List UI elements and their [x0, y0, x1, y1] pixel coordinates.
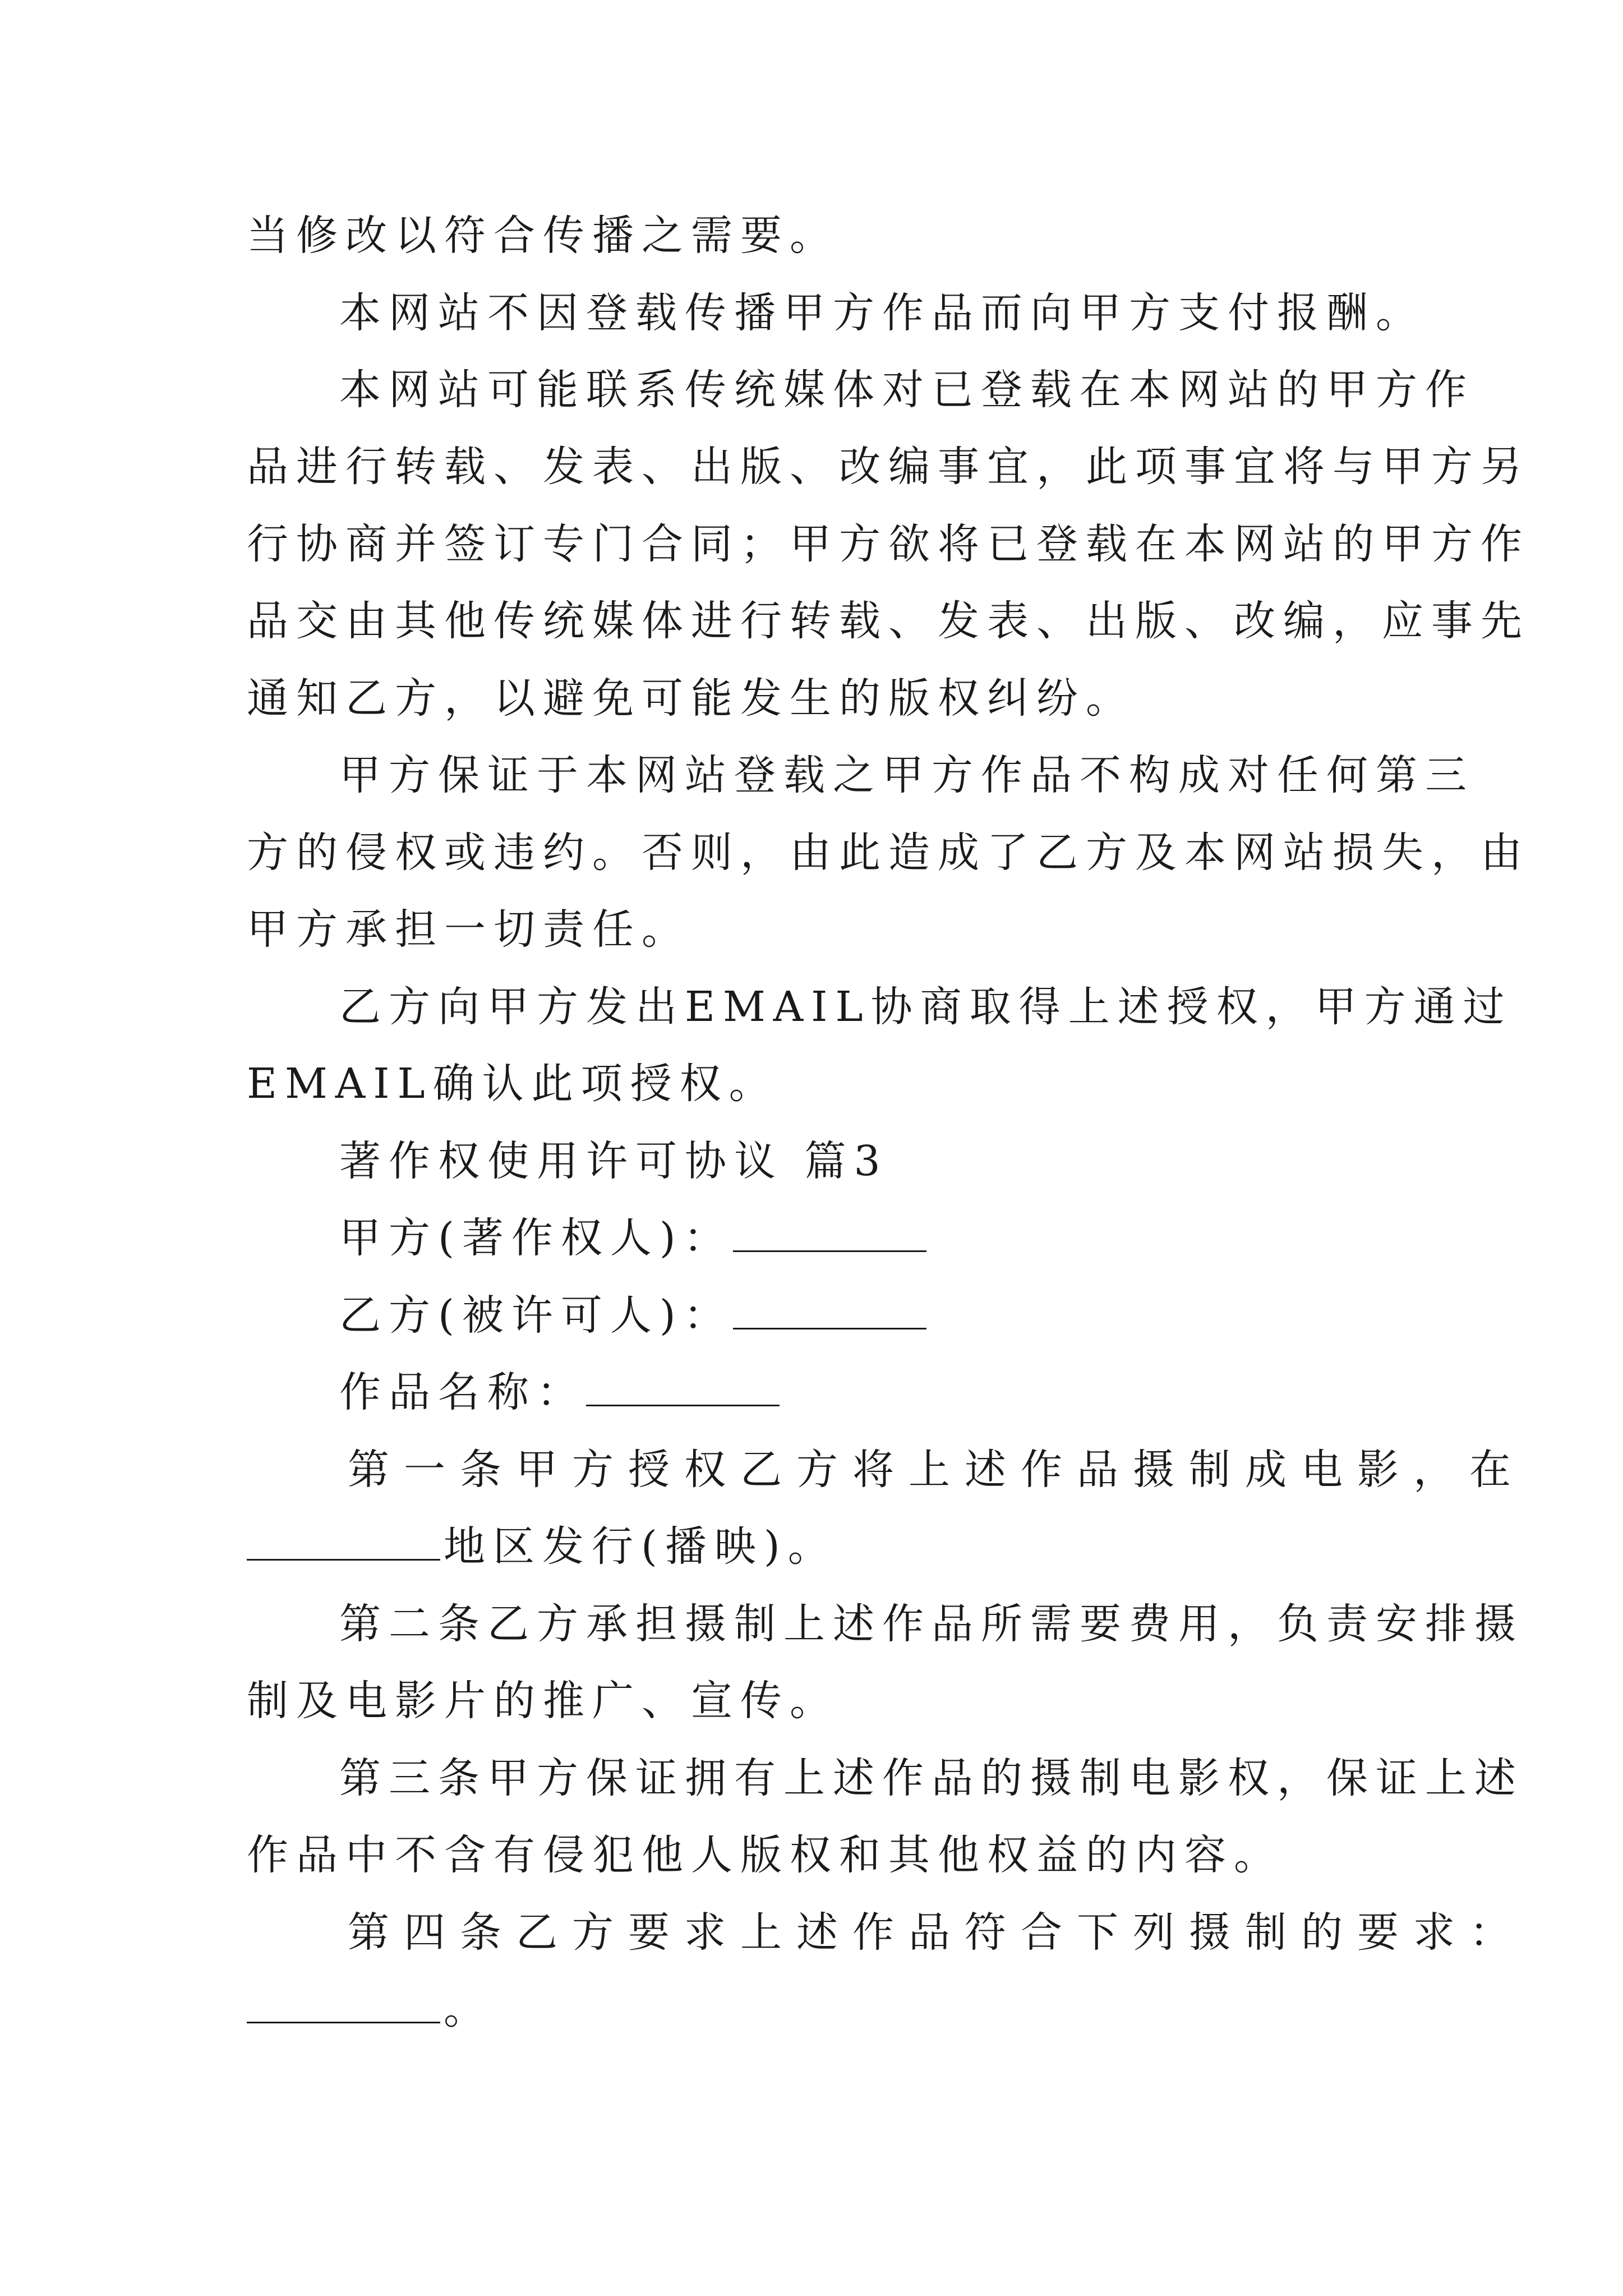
requirements-blank [247, 1987, 440, 2023]
work-title-line [339, 1364, 1391, 1420]
work-title-blank [586, 1370, 780, 1406]
paragraph-line: 甲方承担一切责任。 [247, 905, 691, 954]
paragraph-line: 本网站不因登载传播甲方作品而向甲方支付报酬。 [339, 289, 1425, 337]
paragraph-line: 甲方保证于本网站登载之甲方作品不构成对任何第三 [339, 751, 1474, 799]
paragraph-line: 品进行转载、发表、出版、改编事宜，此项事宜将与甲方另 [247, 443, 1530, 491]
party-a-blank [733, 1216, 926, 1252]
paragraph-line: 乙方向甲方发出EMAIL协商取得上述授权，甲方通过 [339, 983, 1513, 1031]
paragraph-line: 方的侵权或违约。否则，由此造成了乙方及本网站损失，由 [247, 829, 1530, 877]
paragraph-line: 行协商并签订专门合同；甲方欲将已登载在本网站的甲方作 [247, 520, 1530, 568]
paragraph-line: EMAIL确认此项授权。 [247, 1060, 778, 1108]
party-b-blank [733, 1293, 926, 1329]
paragraph-line: 本网站可能联系传统媒体对已登载在本网站的甲方作 [339, 366, 1474, 414]
party-b-line [339, 1287, 1391, 1343]
paragraph-line: 第三条甲方保证拥有上述作品的摄制电影权，保证上述 [339, 1754, 1524, 1802]
article-one-tail: 地区发行(播映)。 [444, 1522, 837, 1571]
section-heading: 著作权使用许可协议 篇3 [339, 1137, 888, 1185]
paragraph-line: 通知乙方，以避免可能发生的版权纠纷。 [247, 674, 1135, 723]
paragraph-line: 第二条乙方承担摄制上述作品所需要费用，负责安排摄 [339, 1600, 1524, 1648]
article-four-line: 第四条乙方要求上述作品符合下列摄制的要求： [348, 1908, 1525, 1957]
party-a-line [339, 1210, 1391, 1266]
paragraph-line: 品交由其他传统媒体进行转载、发表、出版、改编，应事先 [247, 597, 1530, 645]
article-four-continued [247, 1981, 1391, 2037]
work-title-label: 作品名称： [339, 1368, 586, 1416]
party-a-label: 甲方(著作权人)： [339, 1214, 733, 1262]
party-b-label: 乙方(被许可人)： [339, 1291, 733, 1340]
paragraph-line: 制及电影片的推广、宣传。 [247, 1677, 839, 1725]
article-one-continued [247, 1519, 1391, 1575]
paragraph-line: 当修改以符合传播之需要。 [247, 211, 839, 260]
region-blank [247, 1524, 440, 1561]
article-four-tail: 。 [444, 1985, 493, 2033]
article-one-line: 第一条甲方授权乙方将上述作品摄制成电影，在 [348, 1446, 1525, 1494]
paragraph-line: 作品中不含有侵犯他人版权和其他权益的内容。 [247, 1831, 1283, 1879]
